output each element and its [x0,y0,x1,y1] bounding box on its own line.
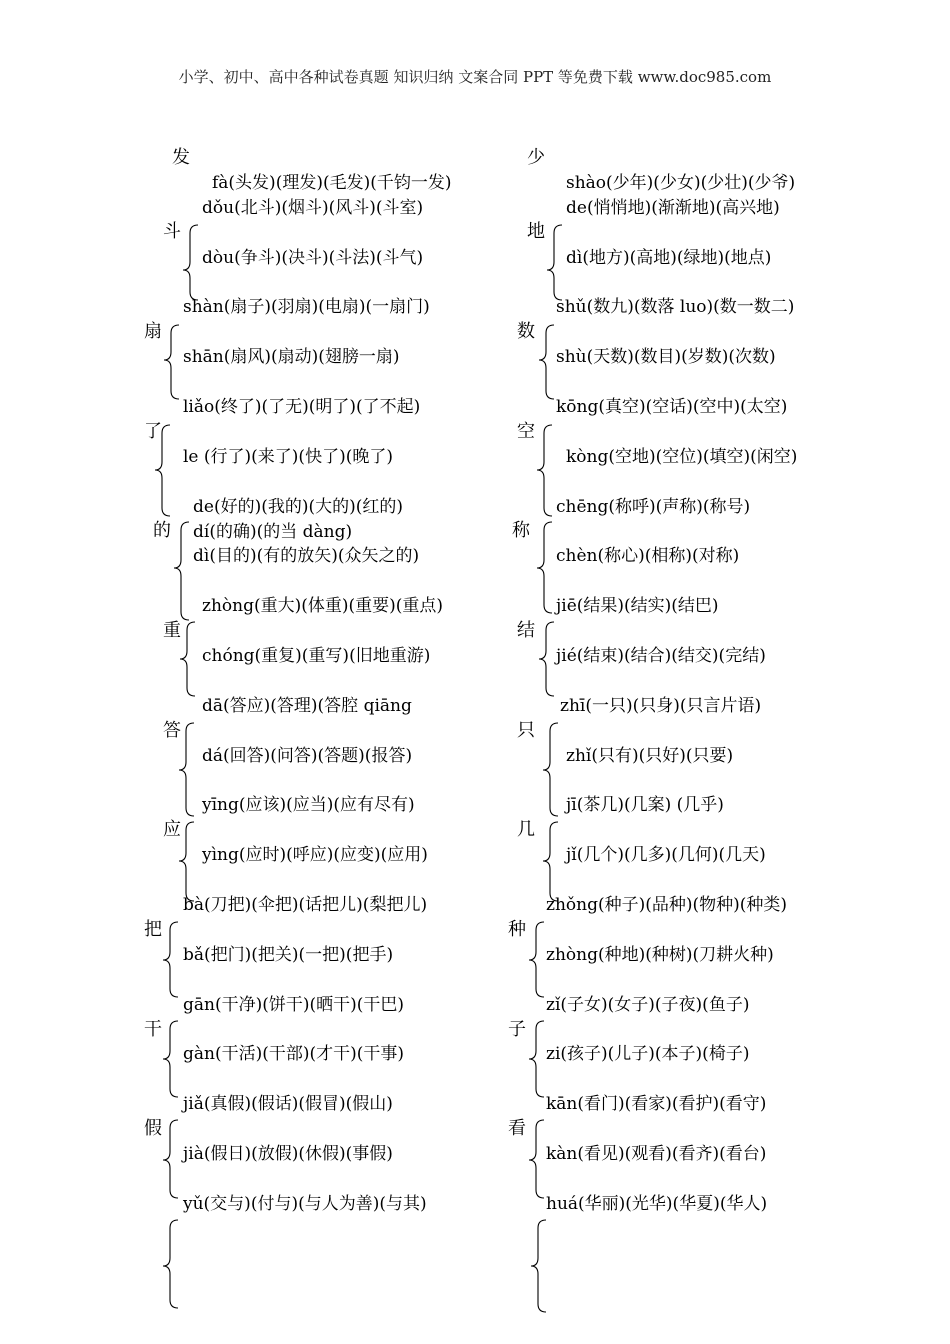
reading-right-15: jǐ(几个)(几多)(几何)(几天) [566,845,766,865]
reading-left-2: dǒu(北斗)(烟斗)(风斗)(斗室) [202,198,424,218]
reading-left-13: dā(答应)(答理)(答腔 qiāng [202,696,412,716]
char-left-11: 假 [144,1118,162,1139]
reading-right-9: chèn(称心)(相称)(对称) [556,546,740,566]
reading-left-4: shàn(扇子)(羽扇)(电扇)(一扇门) [183,297,430,317]
char-left-4: 了 [144,421,162,442]
reading-left-16: yìng(应时)(呼应)(应变)(应用) [202,845,428,865]
reading-right-6: kōng(真空)(空话)(空中)(太空) [556,397,788,417]
reading-right-8: chēng(称呼)(声称)(称号) [556,497,751,517]
char-right-2: 地 [527,221,545,242]
reading-left-19: gān(干净)(饼干)(晒干)(干巴) [183,995,405,1015]
char-left-8: 应 [163,819,181,840]
brace-left-da [179,723,194,816]
char-left-2: 斗 [163,221,181,242]
reading-right-17: zhòng(种地)(种树)(刀耕火种) [546,945,774,965]
char-right-11: 看 [508,1118,526,1139]
reading-right-5: shù(天数)(数目)(岁数)(次数) [556,347,776,367]
brace-right-zi [529,1021,544,1097]
reading-right-2: de(悄悄地)(渐渐地)(高兴地) [566,198,780,218]
reading-right-3: dì(地方)(高地)(绿地)(地点) [566,248,772,268]
char-left-9: 把 [144,919,162,940]
char-right-5: 称 [512,520,530,541]
reading-right-16: zhǒng(种子)(品种)(物种)(种类) [546,895,788,915]
reading-left-10: dì(目的)(有的放矢)(众矢之的) [193,546,420,566]
char-right-8: 几 [517,819,535,840]
reading-right-13: zhǐ(只有)(只好)(只要) [566,746,734,766]
brace-right-kong [537,425,552,516]
brace-right-extra [531,1220,546,1312]
char-left-6: 重 [163,620,181,641]
char-right-1: 少 [527,147,545,168]
reading-left-6: liǎo(终了)(了无)(明了)(了不起) [183,397,421,417]
brace-left-gan [163,1021,178,1097]
reading-right-22: huá(华丽)(光华)(华夏)(华人) [546,1194,768,1214]
brace-left-dou [183,225,198,300]
brace-right-zhi [543,723,558,816]
brace-right-ji [543,822,558,901]
char-right-9: 种 [508,919,526,940]
reading-right-10: jiē(结果)(结实)(结巴) [556,596,719,616]
reading-left-5: shān(扇风)(扇动)(翅膀一扇) [183,347,400,367]
brace-right-zhong [529,922,544,997]
reading-left-11: zhòng(重大)(体重)(重要)(重点) [202,596,444,616]
reading-right-12: zhī(一只)(只身)(只言片语) [560,696,762,716]
char-right-10: 子 [508,1019,526,1040]
brace-left-shan [164,325,179,399]
reading-right-7: kòng(空地)(空位)(填空)(闲空) [566,447,798,467]
brace-left-jia [163,1120,178,1198]
reading-left-1: fà(头发)(理发)(毛发)(千钧一发) [212,173,452,193]
char-left-1: 发 [172,147,190,168]
brace-right-cheng [537,522,552,613]
reading-right-11: jié(结束)(结合)(结交)(完结) [556,646,766,666]
brace-right-di [547,225,562,300]
brace-left-de [174,522,189,620]
reading-left-15: yīng(应该)(应当)(应有尽有) [202,795,415,815]
brace-right-kan [529,1120,544,1198]
brace-left-ba [163,922,178,997]
reading-left-3: dòu(争斗)(决斗)(斗法)(斗气) [202,248,424,268]
reading-left-23: yǔ(交与)(付与)(与人为善)(与其) [183,1194,427,1214]
reading-right-20: kān(看门)(看家)(看护)(看守) [546,1094,767,1114]
brace-right-jie [539,622,554,696]
char-right-3: 数 [517,321,535,342]
reading-left-12: chóng(重复)(重写)(旧地重游) [202,646,431,666]
reading-right-18: zǐ(子女)(女子)(子夜)(鱼子) [546,995,750,1015]
brace-right-shu [539,325,554,399]
reading-left-17: bà(刀把)(伞把)(话把儿)(梨把儿) [183,895,428,915]
reading-right-21: kàn(看见)(观看)(看齐)(看台) [546,1144,767,1164]
brace-left-zhong [180,622,195,696]
char-right-7: 只 [517,720,535,741]
brace-left-extra [163,1220,178,1308]
char-left-7: 答 [163,720,181,741]
reading-left-8: de(好的)(我的)(大的)(红的) [193,497,404,517]
reading-left-22: jià(假日)(放假)(休假)(事假) [183,1144,393,1164]
reading-left-14: dá(回答)(问答)(答题)(报答) [202,746,413,766]
char-left-5: 的 [153,520,171,541]
page-header: 小学、初中、高中各种试卷真题 知识归纳 文案合同 PPT 等免费下载 www.doc985.com [178,68,772,86]
brace-left-ying [179,822,194,901]
reading-right-14: jī(茶几)(几案) (几乎) [566,795,724,815]
reading-left-21: jiǎ(真假)(假话)(假冒)(假山) [183,1094,393,1114]
reading-left-18: bǎ(把门)(把关)(一把)(把手) [183,945,394,965]
reading-right-4: shǔ(数九)(数落 luo)(数一数二) [556,297,795,317]
char-right-6: 结 [517,620,535,641]
reading-left-7: le (行了)(来了)(快了)(晚了) [183,447,393,467]
char-right-4: 空 [517,421,535,442]
reading-left-9: dí(的确)(的当 dàng) [193,522,353,542]
char-left-10: 干 [144,1019,162,1040]
char-left-3: 扇 [144,321,162,342]
reading-left-20: gàn(干活)(干部)(才干)(干事) [183,1044,405,1064]
reading-right-1: shào(少年)(少女)(少壮)(少爷) [566,173,796,193]
reading-right-19: zi(孩子)(儿子)(本子)(椅子) [546,1044,750,1064]
